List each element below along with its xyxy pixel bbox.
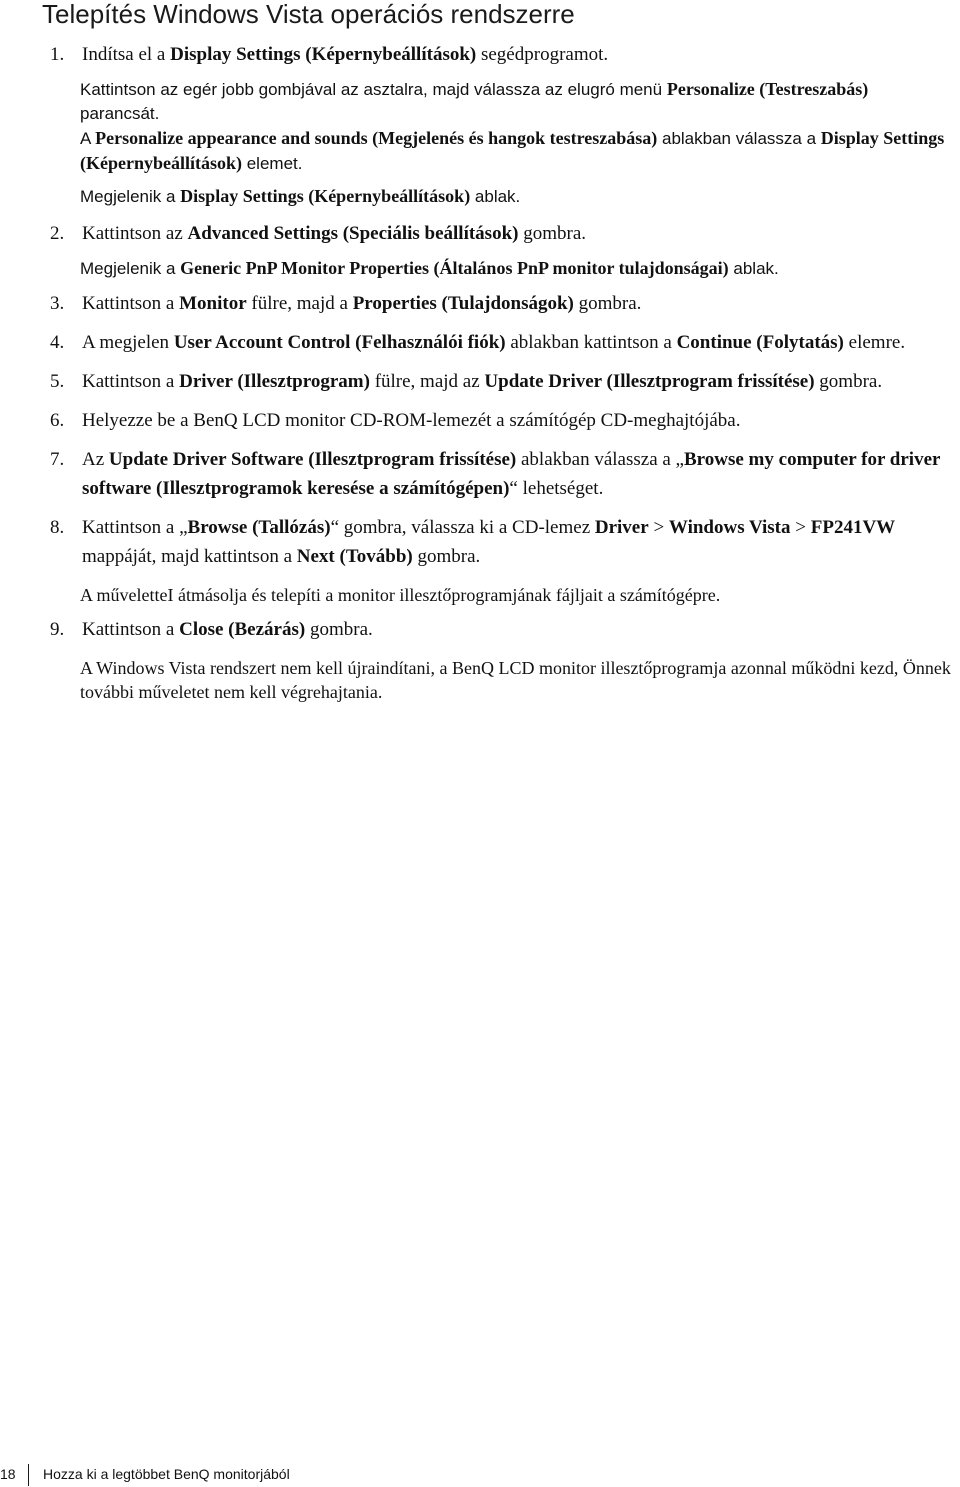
ui-term: Generic PnP Monitor Properties (Általános PnP monitor tulajdonságai) [180, 258, 729, 278]
step-number: 4. [50, 332, 65, 353]
note-text: A Windows Vista rendszert nem kell újraindítani, a BenQ LCD monitor illesztőprogramja azonnal működni kezd, Önnek további műveletet nem kell végrehajtania. [80, 658, 951, 702]
step-text: Kattintson a „ [82, 517, 188, 538]
step-text: ablakban kattintson a [505, 332, 677, 353]
note-text: Kattintson az egér jobb gombjával az asztalra, majd válassza az elugró menü [80, 80, 667, 99]
step-number: 2. [50, 223, 65, 244]
note-text: Megjelenik a [80, 187, 181, 206]
step-text: mappáját, majd kattintson a [82, 546, 297, 567]
footer-divider [28, 1464, 29, 1486]
step-number: 3. [50, 293, 65, 314]
instruction-list [0, 40, 960, 704]
note-text: elemet. [242, 154, 303, 173]
step-1-note-2 [0, 126, 960, 176]
step-text: > [648, 517, 669, 538]
ui-term: Properties (Tulajdonságok) [352, 293, 574, 314]
ui-term: Browse (Tallózás) [187, 517, 331, 538]
step-2 [0, 219, 960, 248]
ui-term: Display Settings (Képernybeállítások) [170, 44, 477, 65]
step-7 [0, 445, 960, 503]
step-1-note-3 [0, 184, 960, 209]
step-8 [0, 513, 960, 571]
step-text: gombra. [814, 371, 883, 392]
footer-text: Hozza ki a legtöbbet BenQ monitorjából [43, 1466, 290, 1482]
ui-term: Windows Vista [668, 517, 791, 538]
step-text: gombra. [412, 546, 481, 567]
ui-term: Next (Tovább) [296, 546, 413, 567]
ui-term: Update Driver (Illesztprogram frissítése) [484, 371, 815, 392]
step-8-note-1 [0, 583, 960, 607]
note-text: ablakban válassza a [657, 129, 821, 148]
step-text: “ lehetséget. [509, 478, 604, 499]
step-number: 1. [50, 44, 65, 65]
page-footer [0, 1464, 960, 1486]
ui-term: Browse my computer for driver software (Illesztprogramok keresése a számítógépen) [82, 449, 941, 499]
step-number: 6. [50, 410, 65, 431]
step-number: 8. [50, 517, 65, 538]
ui-term: Display Settings (Képernybeállítások) [180, 186, 471, 206]
ui-term: Driver [594, 517, 649, 538]
note-text: A műveletteI átmásolja és telepíti a monitor illesztőprogramjának fájljait a számítógépre. [80, 585, 721, 605]
step-3 [0, 289, 960, 318]
ui-term: Update Driver Software (Illesztprogram frissítése) [108, 449, 517, 470]
step-text: > [790, 517, 811, 538]
step-text: segédprogramot. [476, 44, 609, 65]
ui-term: Continue (Folytatás) [676, 332, 844, 353]
step-text: gombra. [573, 293, 642, 314]
step-5 [0, 367, 960, 396]
note-text: A [80, 129, 96, 148]
step-text: Kattintson a [82, 371, 180, 392]
step-text: fülre, majd a [246, 293, 353, 314]
step-text: Kattintson a [82, 619, 180, 640]
step-text: gombra. [305, 619, 373, 640]
ui-term: Personalize appearance and sounds (Megjelenés és hangok testreszabása) [95, 128, 658, 148]
ui-term: Display Settings (Képernybeállítások) [80, 128, 945, 173]
page-number: 18 [0, 1466, 16, 1482]
ui-term: Close (Bezárás) [179, 619, 306, 640]
note-text: Megjelenik a [80, 259, 181, 278]
ui-term: Monitor [179, 293, 247, 314]
step-text: Helyezze be a BenQ LCD monitor CD-ROM-lemezét a számítógép CD-meghajtójába. [82, 410, 741, 431]
step-4 [0, 328, 960, 357]
step-text: Az [82, 449, 109, 470]
step-text: gombra. [518, 223, 587, 244]
ui-term: Advanced Settings (Speciális beállítások) [187, 223, 519, 244]
ui-term: FP241VW [810, 517, 896, 538]
step-text: “ gombra, válassza ki a CD-lemez [330, 517, 595, 538]
step-9-note-1 [0, 656, 960, 704]
page-title: Telepítés Windows Vista operációs rendszerre [42, 0, 575, 29]
step-9 [0, 615, 960, 644]
step-text: A megjelen [82, 332, 174, 353]
step-text: Kattintson a [82, 293, 180, 314]
ui-term: User Account Control (Felhasználói fiók) [173, 332, 506, 353]
note-text: ablak. [728, 259, 779, 278]
step-text: elemre. [843, 332, 906, 353]
ui-term: Personalize (Testreszabás) [666, 79, 869, 99]
step-1-note-1 [0, 77, 960, 126]
step-text: Kattintson az [82, 223, 188, 244]
step-number: 7. [50, 449, 65, 470]
step-1 [0, 40, 960, 69]
ui-term: Driver (Illesztprogram) [179, 371, 370, 392]
step-text: ablakban válassza a „ [516, 449, 684, 470]
step-2-note-1 [0, 256, 960, 281]
step-number: 5. [50, 371, 65, 392]
note-text: ablak. [470, 187, 521, 206]
step-number: 9. [50, 619, 65, 640]
step-text: fülre, majd az [369, 371, 485, 392]
note-text: parancsát. [80, 104, 160, 123]
step-6 [0, 406, 960, 435]
step-text: Indítsa el a [82, 44, 171, 65]
